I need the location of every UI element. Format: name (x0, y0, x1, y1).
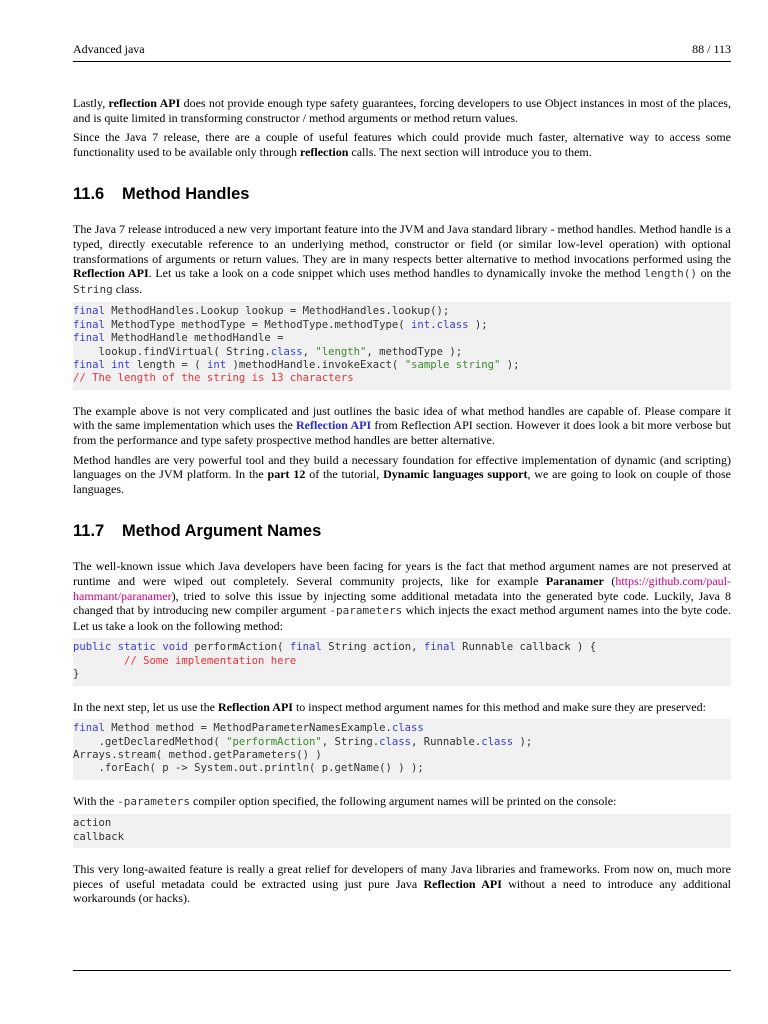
paragraph-inspect-names: In the next step, let us use the Reflection API to inspect method argument names for this method and make sure they are preserved: (73, 699, 706, 714)
paragraph-example-explained: The example above is not very complicated and just outlines the basic idea of what method handles are capable of. Please compare it with the same implementation which uses the Reflection API from Reflection API section. However it does look a bit more verbose but from the performance and type safety prospective method handles are better alternative. (73, 403, 731, 447)
section-heading-method-handles: 11.6 Method Handles (73, 185, 250, 204)
paragraph-feature-relief: This very long-awaited feature is really a great relief for developers of many Java libraries and frameworks. From now on, much more pieces of useful metadata could be extracted using just pure Java Reflection API without a need to introduce any additional workarounds (or hacks). (73, 862, 731, 906)
paragraph-parameters-option: With the -parameters compiler option specified, the following argument names will be printed on the console: (73, 793, 617, 808)
code-block-perform-action: public static void performAction( final String action, final Runnable callback ) { // Some implementation here } (73, 638, 731, 685)
paragraph-dynamic-languages: Method handles are very powerful tool and they build a necessary foundation for effective implementation of dynamic (and scripting) languages on the JVM platform. In the part 12 of the tutorial, Dynamic languages support, we are going to look on couple of those languages. (73, 452, 731, 496)
code-block-get-parameters: final Method method = MethodParameterNamesExample.class .getDeclaredMethod( "performAction", String.class, Runnable.class ); Arrays.stream( method.getParameters() ) .forEach( p -> System.out.println( p.getName() ) ); (73, 719, 731, 780)
reflection-api-link[interactable]: Reflection API (296, 418, 372, 433)
paragraph-argument-names-issue: The well-known issue which Java developers have been facing for years is the fact that method argument names are not preserved at runtime and were wiped out completely. Several community projects, like for example Paranamer (https://github.com/paul-hammant/paranamer), tried to solve this issue by injecting some additional metadata into the generated byte code. Luckily, Java 8 changed that by introducing new compiler argument -parameters which injects the exact method argument names into the byte code. Let us take a look on the following method: (73, 559, 731, 633)
page-number: 88 / 113 (692, 42, 731, 56)
paragraph-reflection-limits: Lastly, reflection API does not provide enough type safety guarantees, forcing developers to use Object instances in most of the places, and is quite limited in transforming constructor / method arguments or method return values. (73, 96, 731, 125)
paragraph-method-handles-intro: The Java 7 release introduced a new very important feature into the JVM and Java standard library - method handles. Method handle is a typed, directly executable reference to an underlying method, constructor or field (or similar low-level operation) with optional transformations of arguments or return values. They are in many respects better alternative to method invocations performed using the Reflection API. Let us take a look on a code snippet which uses method handles to dynamically invoke the method length() on the String class. (73, 222, 731, 296)
header-rule (73, 61, 731, 62)
paragraph-java7-features: Since the Java 7 release, there are a couple of useful features which could provide much faster, alternative way to access some functionality used to be available only through reflection calls. The next section will introduce you to them. (73, 130, 731, 159)
footer-rule (73, 970, 731, 971)
paranamer-url-link[interactable]: https://github.com/paul-hammant/paranamer (73, 573, 731, 603)
section-heading-method-argument-names: 11.7 Method Argument Names (73, 522, 322, 541)
code-block-method-handles: final MethodHandles.Lookup lookup = MethodHandles.lookup(); final MethodType methodType = MethodType.methodType( int.class ); final MethodHandle methodHandle = lookup.findVirtual( String.class, "length", methodType ); final int length = ( int )methodHandle.invokeExact( "sample string" ); // The length of the string is 13 characters (73, 302, 731, 389)
page-content (73, 96, 731, 906)
code-block-console-output: action callback (73, 814, 731, 848)
running-header (73, 42, 731, 58)
header-title: Advanced java (73, 42, 145, 56)
